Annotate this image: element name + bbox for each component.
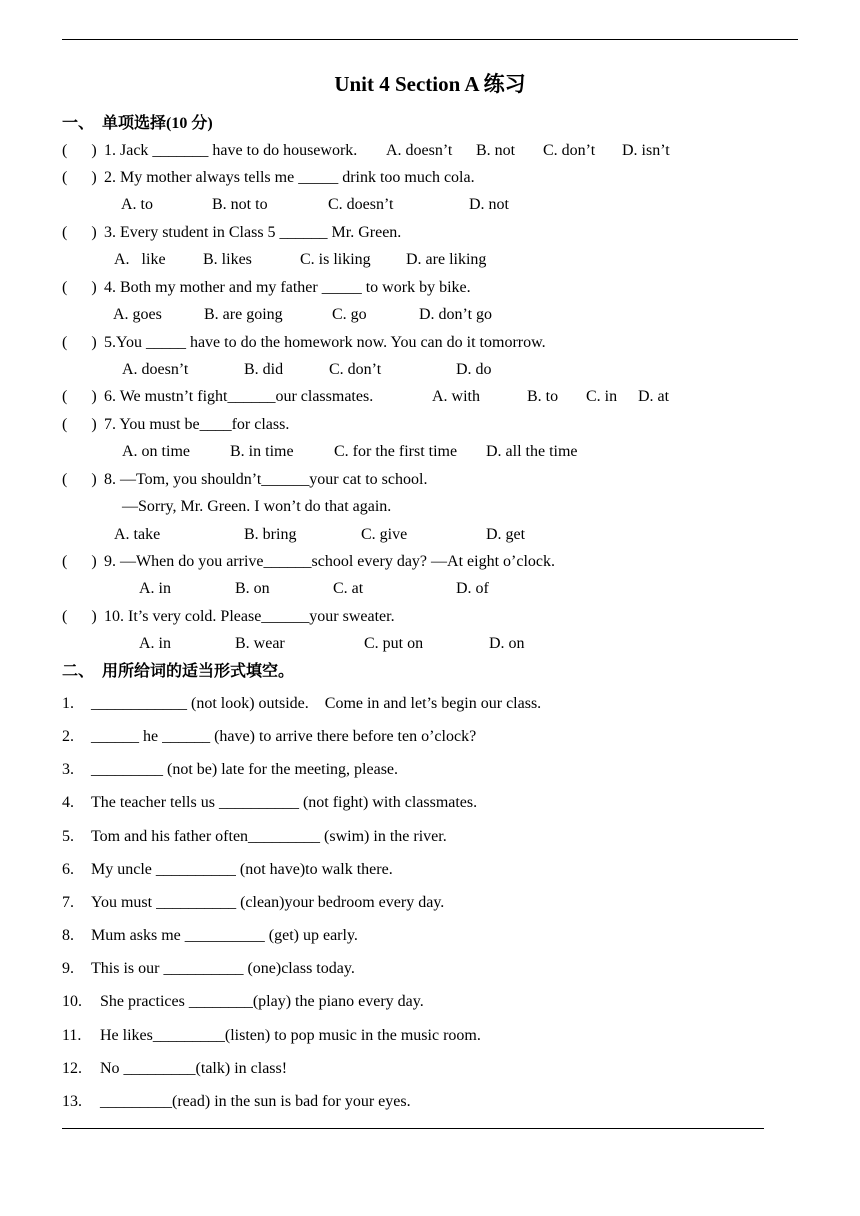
option-d: D. not — [469, 196, 509, 213]
option-c: C. don’t — [329, 361, 382, 378]
option-b: B. not — [476, 142, 516, 159]
top-rule — [62, 39, 798, 40]
question-stem: 5.You _____ have to do the homework now. You can do it tomorrow. — [104, 334, 546, 351]
option-b: B. in time — [230, 443, 294, 460]
item-number: 12. — [62, 1060, 82, 1077]
item-text[interactable]: Mum asks me __________ (get) up early. — [91, 927, 358, 944]
item-number: 1. — [62, 695, 74, 712]
question-stem: 2. My mother always tells me _____ drink too much cola. — [104, 169, 475, 186]
option-a: A. in — [139, 635, 171, 652]
item-number: 6. — [62, 861, 74, 878]
item-text[interactable]: _________ (not be) late for the meeting, please. — [91, 761, 399, 778]
item-number: 11. — [62, 1027, 82, 1044]
option-c: C. in — [586, 388, 618, 405]
option-a: A. doesn’t — [122, 361, 189, 378]
item-number: 13. — [62, 1093, 82, 1110]
answer-paren[interactable]: ( ) — [62, 334, 97, 351]
option-c: C. for the first time — [334, 443, 458, 460]
option-d: D. isn’t — [622, 142, 670, 159]
option-a: A. like — [114, 251, 166, 268]
item-text[interactable]: She practices ________(play) the piano every day. — [100, 993, 424, 1010]
question-stem: 3. Every student in Class 5 ______ Mr. Green. — [104, 224, 402, 241]
option-c: C. give — [361, 526, 408, 543]
item-text[interactable]: You must __________ (clean)your bedroom every day. — [91, 894, 445, 911]
option-a: A. to — [121, 196, 153, 213]
option-a: A. on time — [122, 443, 190, 460]
answer-paren[interactable]: ( ) — [62, 169, 97, 186]
option-b: B. likes — [203, 251, 252, 268]
option-c: C. at — [333, 580, 364, 597]
item-text[interactable]: My uncle __________ (not have)to walk there. — [91, 861, 393, 878]
item-text[interactable]: No _________(talk) in class! — [100, 1060, 288, 1077]
option-b: B. did — [244, 361, 284, 378]
section1-heading: 一、 单项选择(10 分) — [62, 115, 213, 132]
option-d: D. get — [486, 526, 526, 543]
option-a: A. goes — [113, 306, 162, 323]
option-c: C. put on — [364, 635, 424, 652]
item-number: 9. — [62, 960, 74, 977]
item-text[interactable]: He likes_________(listen) to pop music in the music room. — [100, 1027, 481, 1044]
item-number: 8. — [62, 927, 74, 944]
option-d: D. of — [456, 580, 489, 597]
item-number: 3. — [62, 761, 74, 778]
item-text[interactable]: ____________ (not look) outside. Come in and let’s begin our class. — [91, 695, 542, 712]
question-stem: 4. Both my mother and my father _____ to work by bike. — [104, 279, 471, 296]
option-a: A. in — [139, 580, 171, 597]
page-title: Unit 4 Section A 练习 — [334, 72, 526, 96]
question-stem: 9. —When do you arrive______school every day? —At eight o’clock. — [104, 553, 555, 570]
item-text[interactable]: Tom and his father often_________ (swim) in the river. — [91, 828, 447, 845]
bottom-rule — [62, 1128, 764, 1129]
option-b: B. wear — [235, 635, 285, 652]
answer-paren[interactable]: ( ) — [62, 142, 97, 159]
answer-paren[interactable]: ( ) — [62, 553, 97, 570]
answer-paren[interactable]: ( ) — [62, 416, 97, 433]
item-number: 4. — [62, 794, 74, 811]
question-stem: 10. It’s very cold. Please______your sweater. — [104, 608, 395, 625]
option-b: B. to — [527, 388, 559, 405]
item-number: 2. — [62, 728, 74, 745]
option-d: D. at — [638, 388, 670, 405]
option-c: C. is liking — [300, 251, 371, 268]
option-d: D. all the time — [486, 443, 578, 460]
option-a: A. take — [114, 526, 161, 543]
item-text[interactable]: The teacher tells us __________ (not fight) with classmates. — [91, 794, 478, 811]
answer-paren[interactable]: ( ) — [62, 608, 97, 625]
answer-paren[interactable]: ( ) — [62, 224, 97, 241]
option-b: B. not to — [212, 196, 268, 213]
question-stem: 7. You must be____for class. — [104, 416, 290, 433]
answer-paren[interactable]: ( ) — [62, 471, 97, 488]
section2-heading: 二、 用所给词的适当形式填空。 — [62, 663, 295, 680]
option-d: D. on — [489, 635, 525, 652]
question-stem-reply: —Sorry, Mr. Green. I won’t do that again. — [122, 498, 392, 515]
item-number: 10. — [62, 993, 82, 1010]
item-number: 5. — [62, 828, 74, 845]
option-c: C. doesn’t — [328, 196, 394, 213]
item-text[interactable]: This is our __________ (one)class today. — [91, 960, 355, 977]
answer-paren[interactable]: ( ) — [62, 279, 97, 296]
option-c: C. don’t — [543, 142, 596, 159]
option-b: B. on — [235, 580, 270, 597]
option-a: A. with — [432, 388, 480, 405]
item-text[interactable]: _________(read) in the sun is bad for your eyes. — [100, 1093, 411, 1110]
answer-paren[interactable]: ( ) — [62, 388, 97, 405]
option-b: B. bring — [244, 526, 297, 543]
question-stem: 8. —Tom, you shouldn’t______your cat to school. — [104, 471, 428, 488]
item-number: 7. — [62, 894, 74, 911]
option-c: C. go — [332, 306, 367, 323]
question-stem: 6. We mustn’t fight______our classmates. — [104, 388, 374, 405]
item-text[interactable]: ______ he ______ (have) to arrive there before ten o’clock? — [91, 728, 477, 745]
question-stem: 1. Jack _______ have to do housework. — [104, 142, 358, 159]
option-a: A. doesn’t — [386, 142, 453, 159]
option-d: D. don’t go — [419, 306, 493, 323]
option-d: D. do — [456, 361, 492, 378]
option-b: B. are going — [204, 306, 283, 323]
option-d: D. are liking — [406, 251, 487, 268]
